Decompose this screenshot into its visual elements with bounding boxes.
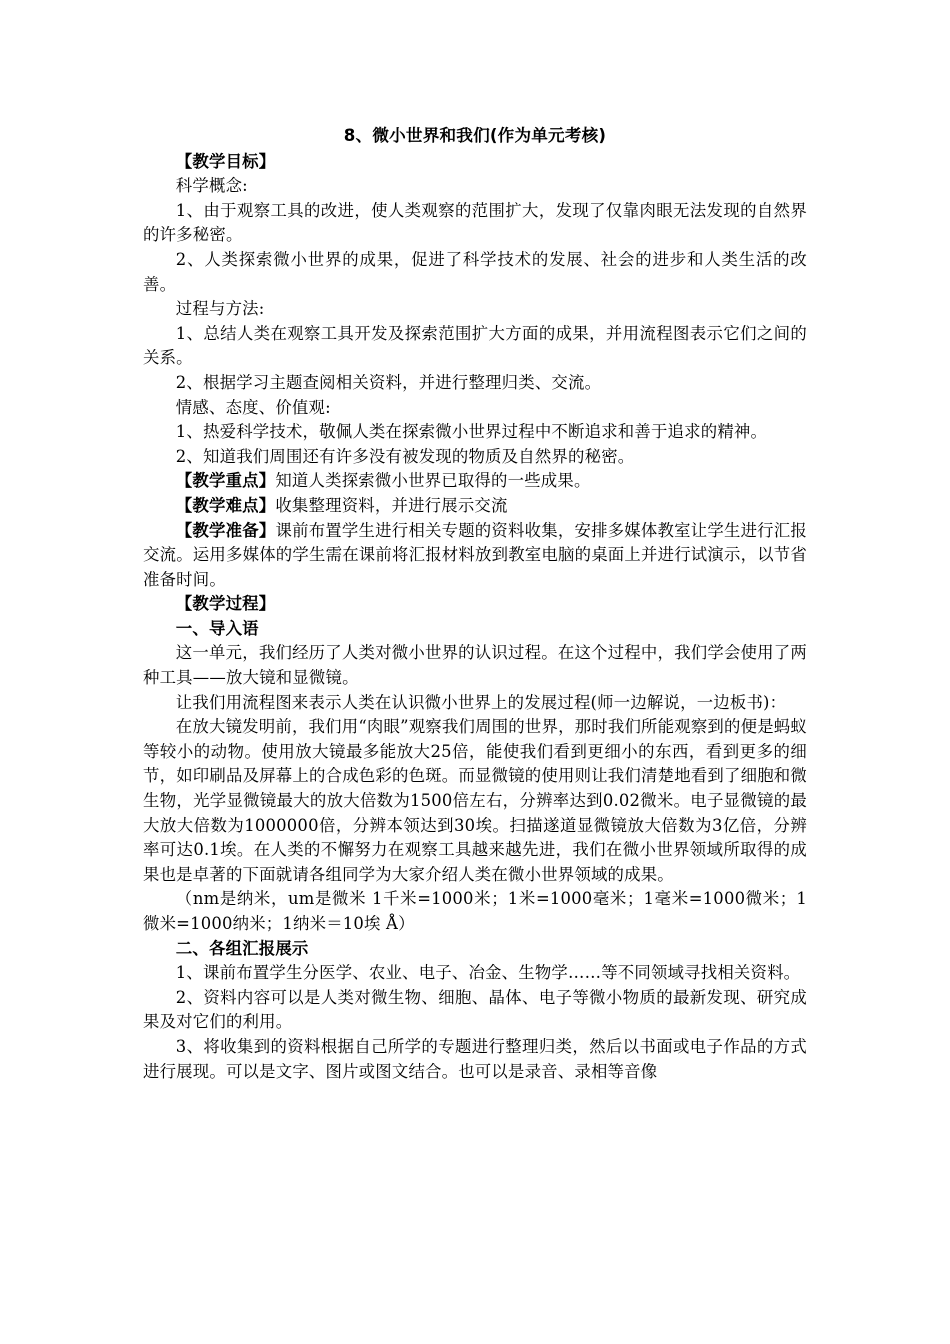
- difficulty-paragraph: [143, 494, 807, 519]
- attitude-item-2: 2、知道我们周围还有许多没有被发现的物质及自然界的秘密。: [175, 446, 635, 466]
- section-1-paragraph-2: 让我们用流程图来表示人类在认识微小世界上的发展过程(师一边解说，一边板书)：: [175, 692, 787, 712]
- section-2-paragraph-3: 3、将收集到的资料根据自己所学的专题进行整理归类，然后以书面或电子作品的方式进行展现。可以是文字、图片或图文结合。也可以是录音、录相等音像: [143, 1036, 807, 1081]
- attitude-item-1: 1、热爱科学技术，敬佩人类在探索微小世界过程中不断追求和善于追求的精神。: [175, 422, 768, 442]
- difficulty-text: 收集整理资料，并进行展示交流: [275, 495, 508, 515]
- section-2-heading: 二、各组汇报展示: [175, 938, 309, 958]
- difficulty-label: 【教学难点】: [175, 495, 276, 515]
- key-point-paragraph: [143, 469, 807, 494]
- section-2-paragraph-2: 2、资料内容可以是人类对微生物、细胞、晶体、电子等微小物质的最新发现、研究成果及对它们的利用。: [143, 987, 807, 1032]
- teaching-goal-heading: 【教学目标】: [175, 151, 276, 171]
- section-1-heading: 一、导入语: [175, 618, 259, 638]
- process-method-label: 过程与方法:: [175, 299, 265, 319]
- science-concept-item-2: 2、人类探索微小世界的成果，促进了科学技术的发展、社会的进步和人类生活的改善。: [143, 249, 807, 294]
- section-1-paragraph-1: 这一单元，我们经历了人类对微小世界的认识过程。在这个过程中，我们学会使用了两种工具——放大镜和显微镜。: [143, 643, 807, 688]
- teaching-process-heading: 【教学过程】: [175, 594, 276, 614]
- process-method-item-1: 1、总结人类在观察工具开发及探索范围扩大方面的成果，并用流程图表示它们之间的关系。: [143, 323, 807, 368]
- key-point-text: 知道人类探索微小世界已取得的一些成果。: [275, 471, 591, 491]
- preparation-paragraph: [143, 519, 807, 593]
- process-method-item-2: 2、根据学习主题查阅相关资料，并进行整理归类、交流。: [175, 372, 602, 392]
- key-point-label: 【教学重点】: [175, 471, 276, 491]
- science-concept-item-1: 1、由于观察工具的改进，使人类观察的范围扩大，发现了仅靠肉眼无法发现的自然界的许多秘密。: [143, 200, 807, 245]
- section-2-paragraph-1: 1、课前布置学生分医学、农业、电子、冶金、生物学……等不同领域寻找相关资料。: [175, 963, 801, 983]
- section-1-paragraph-3: 在放大镜发明前，我们用“肉眼”观察我们周围的世界，那时我们所能观察到的便是蚂蚁等较小的动物。使用放大镜最多能放大25倍，能使我们看到更细小的东西，看到更多的细节，如印刷品及屏幕上的合成色彩的色斑。而显微镜的使用则让我们清楚地看到了细胞和微生物，光学显微镜最大的放大倍数为1500倍左右，分辨率达到0.02微米。电子显微镜的最大放大倍数为1000000倍，分辨本领达到30埃。扫描遂道显微镜放大倍数为3亿倍，分辨率可达0.1埃。在人类的不懈努力在观察工具越来越先进，我们在微小世界领域所取得的成果也是卓著的下面就请各组同学为大家介绍人类在微小世界领域的成果。: [143, 717, 807, 884]
- preparation-label: 【教学准备】: [175, 520, 276, 540]
- document-page: [143, 124, 807, 1084]
- attitude-label: 情感、态度、价值观:: [175, 397, 331, 417]
- science-concept-label: 科学概念:: [175, 176, 248, 196]
- document-title: 8、微小世界和我们(作为单元考核): [343, 126, 607, 145]
- preparation-text: 课前布置学生进行相关专题的资料收集，安排多媒体教室让学生进行汇报交流。运用多媒体的学生需在课前将汇报材料放到教室电脑的桌面上并进行试演示，以节省准备时间。: [143, 520, 807, 589]
- section-1-paragraph-4: （nm是纳米，um是微米 1千米=1000米；1米=1000毫米；1毫米=1000微米；1微米=1000纳米；1纳米＝10埃 Å）: [143, 889, 807, 933]
